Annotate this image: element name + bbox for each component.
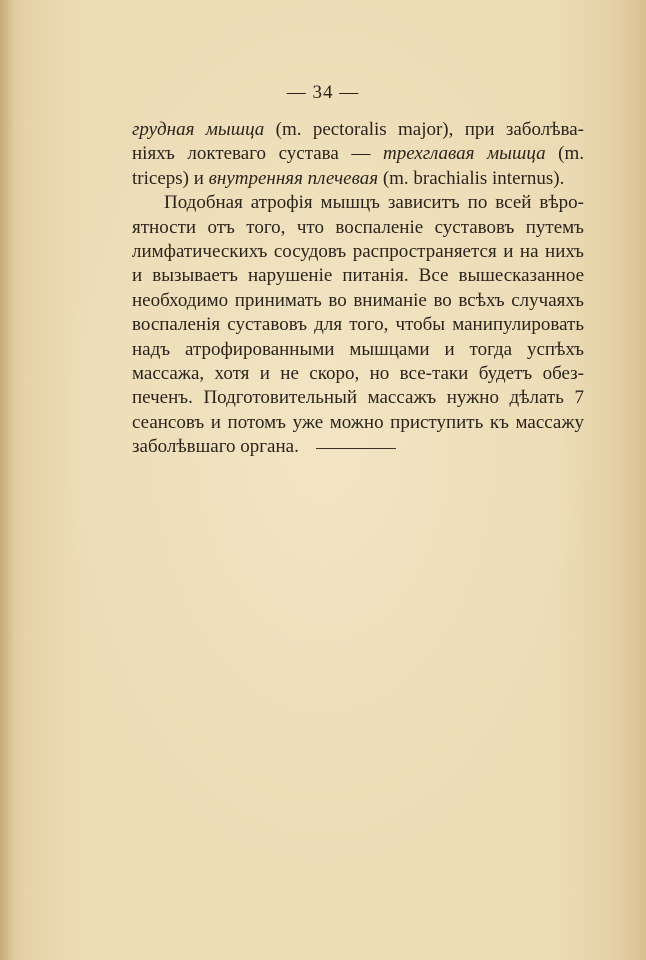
text-line <box>132 386 584 410</box>
text-line <box>132 142 584 166</box>
section-end-rule <box>316 448 396 449</box>
text-segment: triceps) и <box>132 167 209 189</box>
text-line <box>132 240 584 264</box>
text-line <box>132 338 584 362</box>
italic-term: трехглавая мышца <box>382 143 546 165</box>
text-line <box>132 411 584 435</box>
text-segment: лимфатическихъ сосудовъ распространяется и на нихъ <box>132 241 584 263</box>
text-line <box>132 118 584 142</box>
italic-term: грудная мышца <box>132 119 265 140</box>
page-number: — 34 — <box>286 82 360 103</box>
text-line <box>132 362 584 386</box>
text-segment: (m. <box>545 143 584 165</box>
text-line <box>132 313 584 337</box>
text-line <box>132 289 584 313</box>
text-segment: заболѣвшаго органа. <box>132 436 299 458</box>
text-segment: сеансовъ и потомъ уже можно приступить къ массажу <box>132 411 584 433</box>
page-gutter-shadow <box>0 0 14 960</box>
text-segment: (m. brachialis internus). <box>378 167 565 189</box>
text-segment: необходимо принимать во вниманіе во всѣхъ случаяхъ <box>132 289 584 311</box>
text-line <box>132 264 584 288</box>
text-segment: надъ атрофированными мышцами и тогда успѣхъ <box>132 338 584 360</box>
text-line <box>132 167 584 191</box>
text-segment: ніяхъ локтеваго сустава — <box>132 143 383 165</box>
text-segment: (m. pectoralis major), при заболѣва- <box>264 119 585 140</box>
body-text <box>132 118 584 460</box>
text-line <box>132 191 584 215</box>
text-segment: воспаленія суставовъ для того, чтобы манипулировать <box>132 314 584 336</box>
text-line <box>132 216 584 240</box>
italic-term: внутренняя плечевая <box>208 167 379 189</box>
text-segment: массажа, хотя и не скоро, но все-таки будетъ обез- <box>132 363 584 385</box>
text-segment: и вызываетъ нарушеніе питанія. Все вышесказанное <box>132 265 584 287</box>
text-segment: ятности отъ того, что воспаленіе суставовъ путемъ <box>132 216 584 238</box>
text-segment: Подобная атрофія мышцъ зависитъ по всей вѣро- <box>164 192 584 214</box>
text-segment: печенъ. Подготовительный массажъ нужно дѣлать 7 <box>132 387 584 409</box>
